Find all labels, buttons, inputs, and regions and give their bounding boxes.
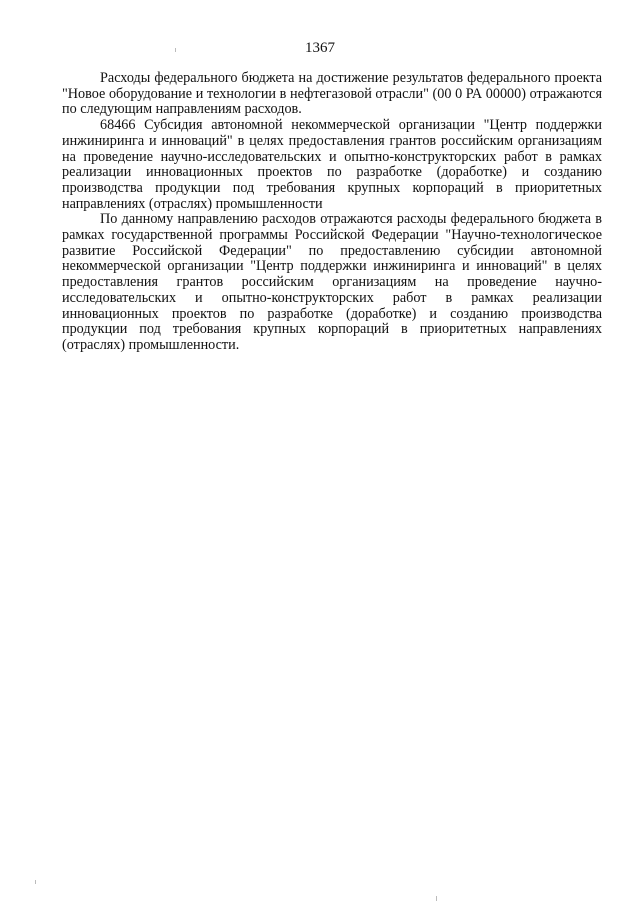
paragraph-subsidy-code: 68466 Субсидия автономной некоммерческой организации "Центр поддержки инжиниринга и инноваций" в целях предоставления грантов российским организациям на проведение научно-исследовательских и опытно-конструкторских работ в рамках реализации инновационных проектов по разработке (доработке) и созданию производства продукции под требования крупных корпораций в приоритетных направлениях (отраслях) промышленности xyxy=(62,117,602,212)
scan-speck xyxy=(35,880,36,884)
page-number: 1367 xyxy=(305,40,335,56)
scan-speck xyxy=(436,896,437,901)
document-body xyxy=(62,71,602,354)
paragraph-intro: Расходы федерального бюджета на достижение результатов федерального проекта "Новое оборудование и технологии в нефтегазовой отрасли" (00 0 РА 00000) отражаются по следующим направлениям расходов. xyxy=(62,70,602,118)
scan-speck xyxy=(175,48,176,52)
paragraph-description: По данному направлению расходов отражаются расходы федерального бюджета в рамках государственной программы Российской Федерации "Научно-технологическое развитие Российской Федерации" по предоставлению субсидии автономной некоммерческой организации "Центр поддержки инжиниринга и инноваций" в целях предоставления грантов российским организациям на проведение научно-исследовательских и опытно-конструкторских работ в рамках реализации инновационных проектов по разработке (доработке) и созданию производства продукции под требования крупных корпораций в приоритетных направлениях (отраслях) промышленности. xyxy=(62,211,602,353)
